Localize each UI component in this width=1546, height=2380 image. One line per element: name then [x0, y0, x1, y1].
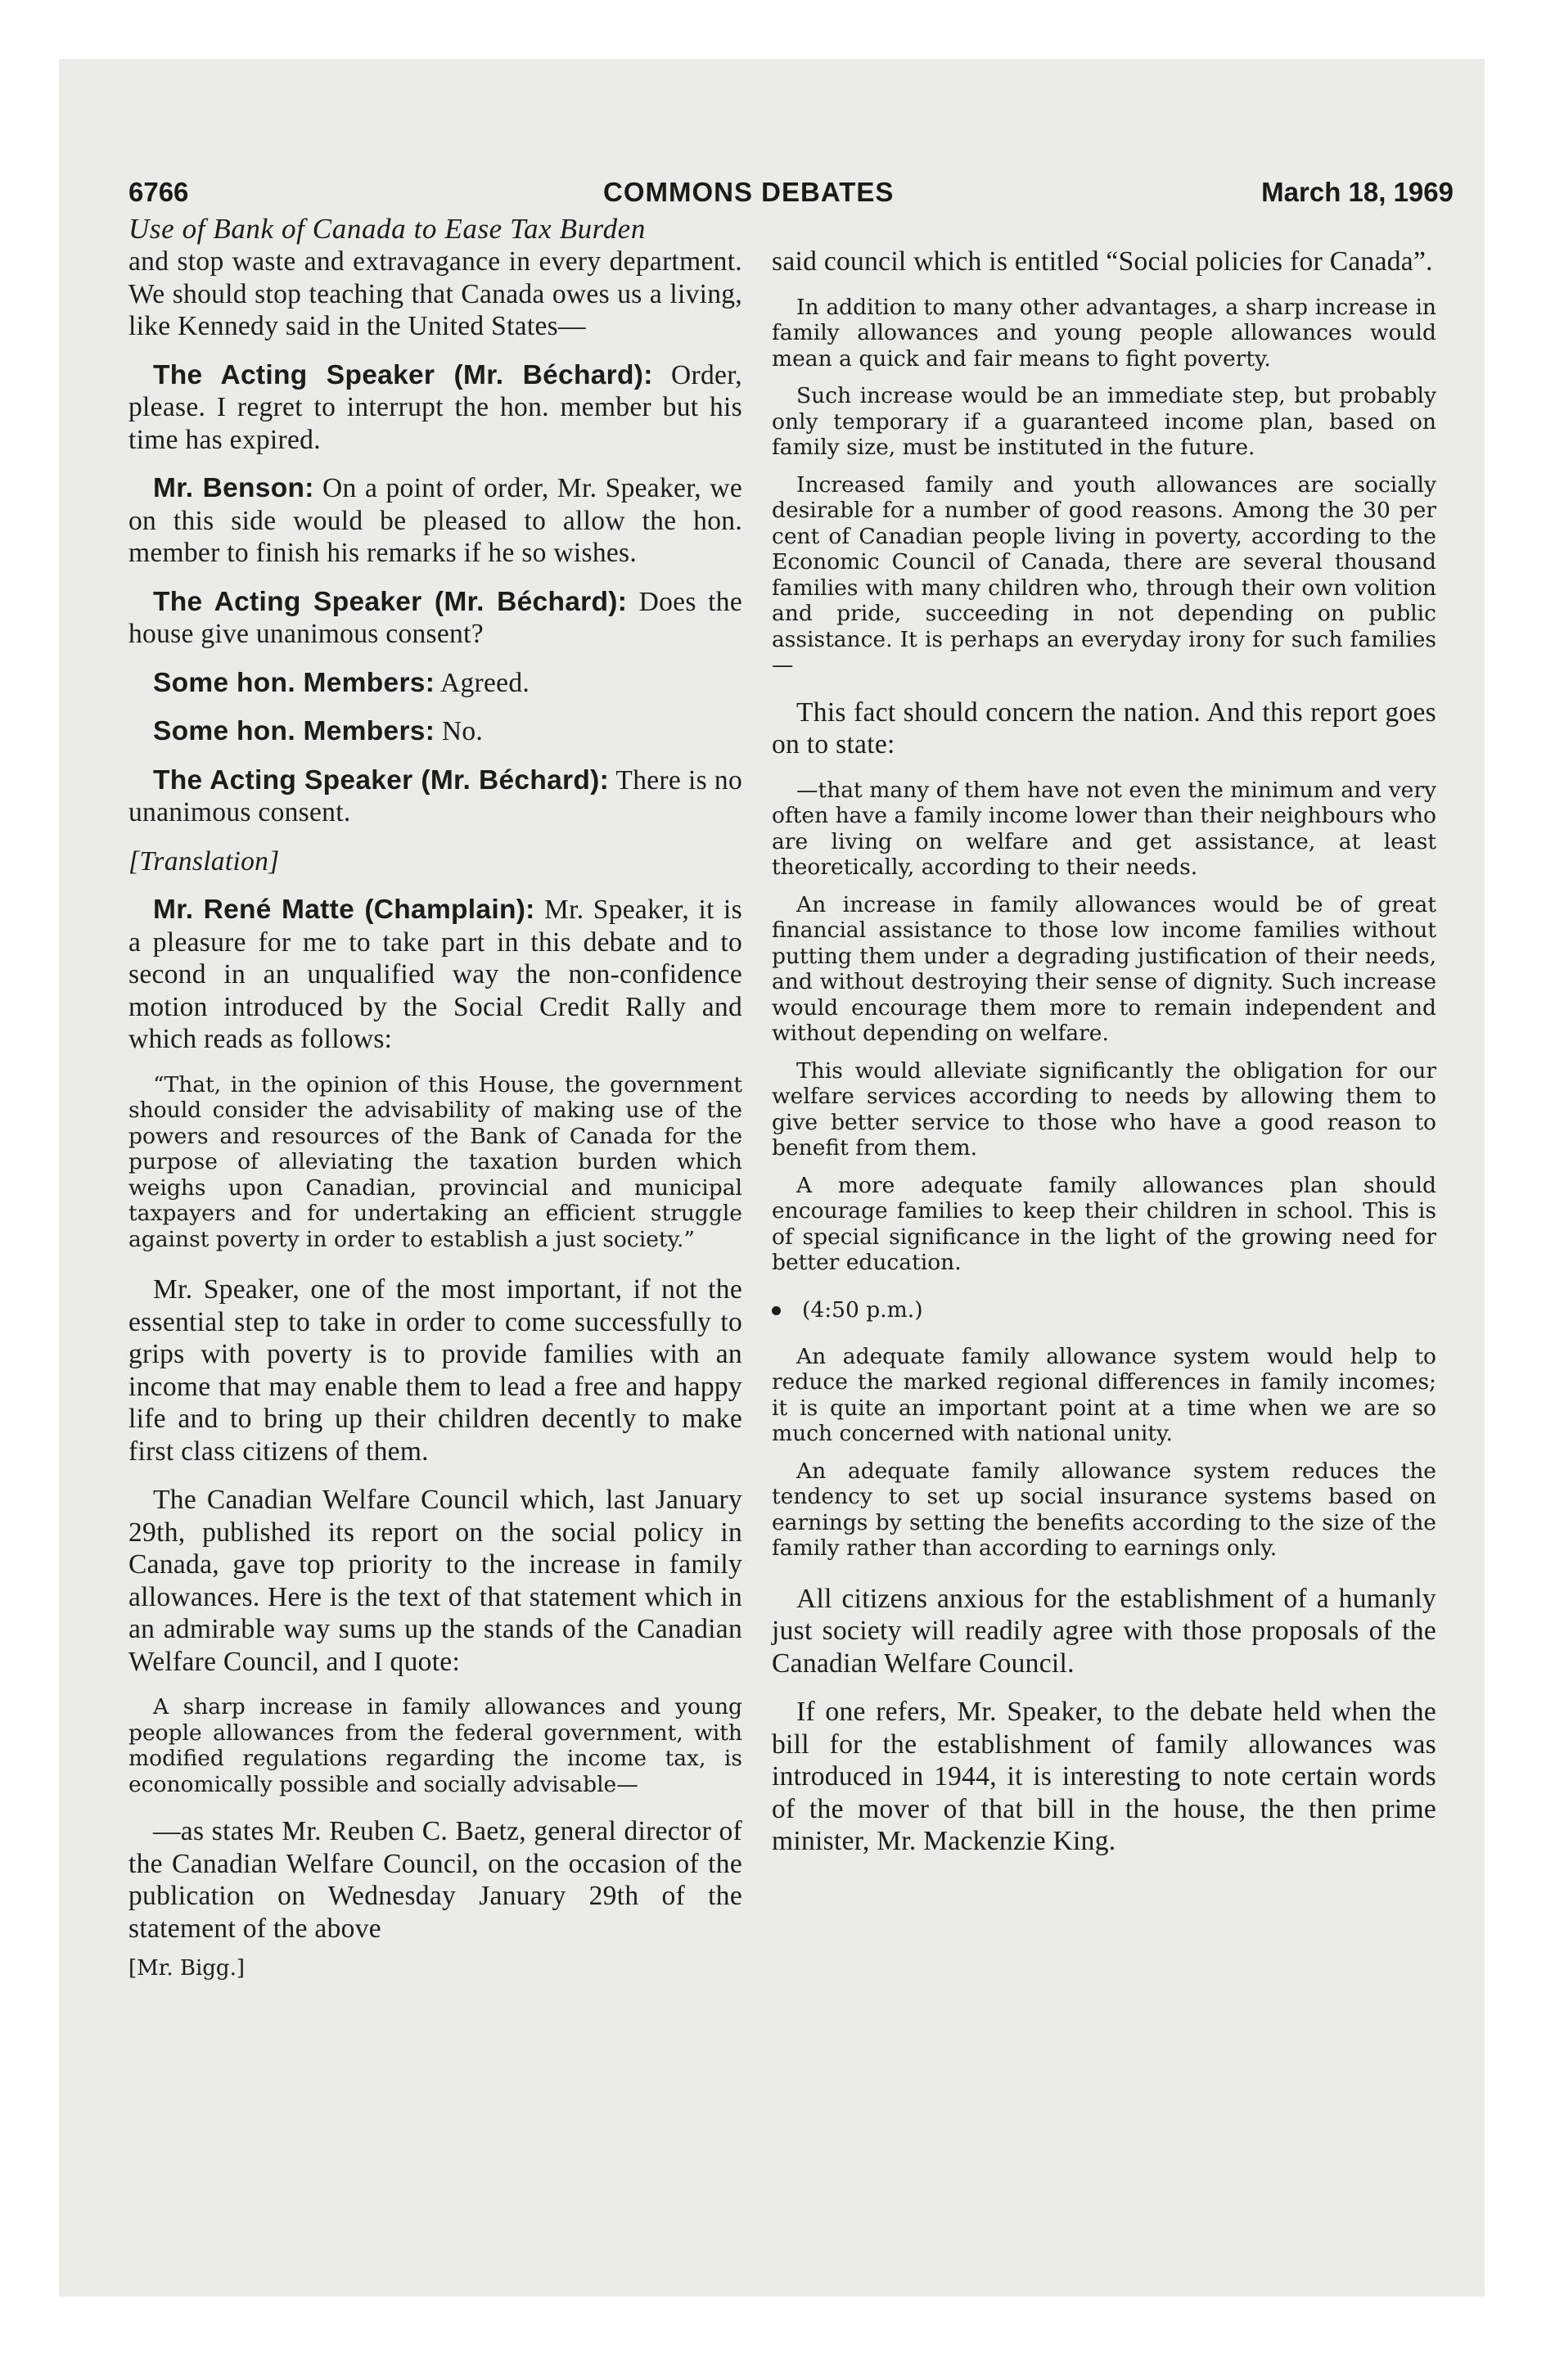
paragraph: If one refers, Mr. Speaker, to the debate held when the bill for the establishment of family allowances was introduced in 1944, it is interesting to note certain words of the mover of that bill in the house, the then prime minister, Mr. Mackenzie King. [772, 1697, 1436, 1856]
speaker-name: The Acting Speaker (Mr. Béchard): [153, 764, 610, 796]
quotation: A more adequate family allowances plan should encourage families to keep their children in school. This is of special significance in the light of the growing need for better education. [772, 1172, 1436, 1275]
right-column [772, 246, 1436, 1874]
speech-text: No. [435, 716, 484, 746]
speech-text: Does the house give unanimous consent? [128, 586, 742, 649]
quotation: “That, in the opinion of this House, the government should consider the advisability of making use of the powers and resources of the Bank of Canada for the purpose of alleviating the taxation burden which weighs upon Canadian, provincial and municipal taxpayers and for undertaking an efficient struggle against poverty in order to establish a just society.” [128, 1071, 742, 1252]
speech-paragraph [128, 667, 742, 700]
quotation: An adequate family allowance system reduces the tendency to set up social insurance systems based on earnings by setting the benefits according to the size of the family rather than according to earnings only. [772, 1458, 1436, 1561]
quotation: In addition to many other advantages, a sharp increase in family allowances and young people allowances would mean a quick and fair means to fight poverty. [772, 294, 1436, 372]
quotation: —that many of them have not even the minimum and very often have a family income lower than their neighbours who are living on welfare and get assistance, at least theoretically, according to their needs. [772, 777, 1436, 880]
quotation: Such increase would be an immediate step, but probably only temporary if a guaranteed income plan, based on family size, must be instituted in the future. [772, 383, 1436, 460]
speech-text: On a point of order, Mr. Speaker, we on this side would be pleased to allow the hon. member to finish his remarks if he so wishes. [128, 473, 743, 568]
speech-paragraph [128, 894, 742, 1056]
speaker-name: The Acting Speaker (Mr. Béchard): [153, 586, 628, 617]
paragraph: said council which is entitled “Social policies for Canada”. [772, 246, 1433, 277]
speaker-name: Mr. Benson: [153, 473, 314, 503]
speaker-name: Some hon. Members: [153, 716, 435, 746]
speaker-name: Some hon. Members: [153, 667, 435, 698]
speech-text: Agreed. [435, 667, 530, 698]
timestamp [772, 1297, 1436, 1323]
speech-text: Order, please. I regret to interrupt the hon. member but his time has expired. [128, 359, 742, 455]
publication-title: COMMONS DEBATES [603, 177, 895, 207]
running-subtitle: Use of Bank of Canada to Ease Tax Burden [128, 213, 646, 245]
translation-marker: [Translation] [128, 845, 280, 877]
left-column [128, 246, 742, 1981]
speech-text: There is no unanimous consent. [128, 764, 742, 827]
quotation: Increased family and youth allowances are socially desirable for a number of good reasons. Among the 30 per cent of Canadian people living in poverty, according to the Economic Council of Canada, there are several thousand families with many children who, through their own volition and pride, succeeding in not depending on public assistance. It is perhaps an everyday irony for such families— [772, 471, 1436, 678]
quotation: This would alleviate significantly the obligation for our welfare services according to needs by allowing them to give better service to those who have a good reason to benefit from them. [772, 1057, 1436, 1161]
timestamp-text: (4:50 p.m.) [802, 1296, 923, 1323]
speech-paragraph [128, 359, 742, 457]
speech-text: Mr. Speaker, it is a pleasure for me to take part in this debate and to second in an unqualified way the non-confidence motion introduced by the Social Credit Rally and which reads as follows: [128, 895, 742, 1054]
paragraph: —as states Mr. Reuben C. Baetz, general director of the Canadian Welfare Council, on the occasion of the publication on Wednesday January 29th of the statement of the above [128, 1816, 742, 1944]
paragraph: All citizens anxious for the establishment of a humanly just society will readily agree with those proposals of the Canadian Welfare Council. [772, 1583, 1436, 1679]
quotation: An increase in family allowances would be of great financial assistance to those low income families without putting them under a degrading justification of their needs, and without destroying their sense of dignity. Such increase would encourage them more to remain independent and without depending on welfare. [772, 891, 1436, 1046]
paragraph: The Canadian Welfare Council which, last January 29th, published its report on the social policy in Canada, gave top priority to the increase in family allowances. Here is the text of that statement which in an admirable way sums up the stands of the Canadian Welfare Council, and I quote: [128, 1485, 742, 1677]
page-number: 6766 [128, 177, 189, 207]
speech-paragraph [128, 764, 742, 829]
speech-paragraph [128, 586, 742, 651]
bullet-icon [772, 1306, 781, 1315]
speech-paragraph [128, 472, 742, 570]
paragraph: Mr. Speaker, one of the most important, if not the essential step to take in order to come successfully to grips with poverty is to provide families with an income that may enable them to lead a free and happy life and to bring up their children decently to make first class citizens of them. [128, 1274, 742, 1467]
speaker-name: Mr. René Matte (Champlain): [153, 895, 535, 925]
quotation: A sharp increase in family allowances and young people allowances from the federal government, with modified regulations regarding the income tax, is economically possible and socially advisable— [128, 1694, 742, 1797]
speaker-name: The Acting Speaker (Mr. Béchard): [153, 359, 653, 390]
quotation: An adequate family allowance system would help to reduce the marked regional differences in family incomes; it is quite an important point at a time when we are so much concerned with national unity. [772, 1343, 1436, 1446]
speaker-note: [Mr. Bigg.] [128, 1956, 245, 1981]
paragraph: and stop waste and extravagance in every department. We should stop teaching that Canada owes us a living, like Kennedy said in the United States— [128, 246, 742, 341]
publication-date: March 18, 1969 [1261, 177, 1454, 207]
page-header [128, 172, 1454, 214]
paragraph: This fact should concern the nation. And this report goes on to state: [772, 696, 1436, 760]
speech-paragraph [128, 715, 742, 748]
